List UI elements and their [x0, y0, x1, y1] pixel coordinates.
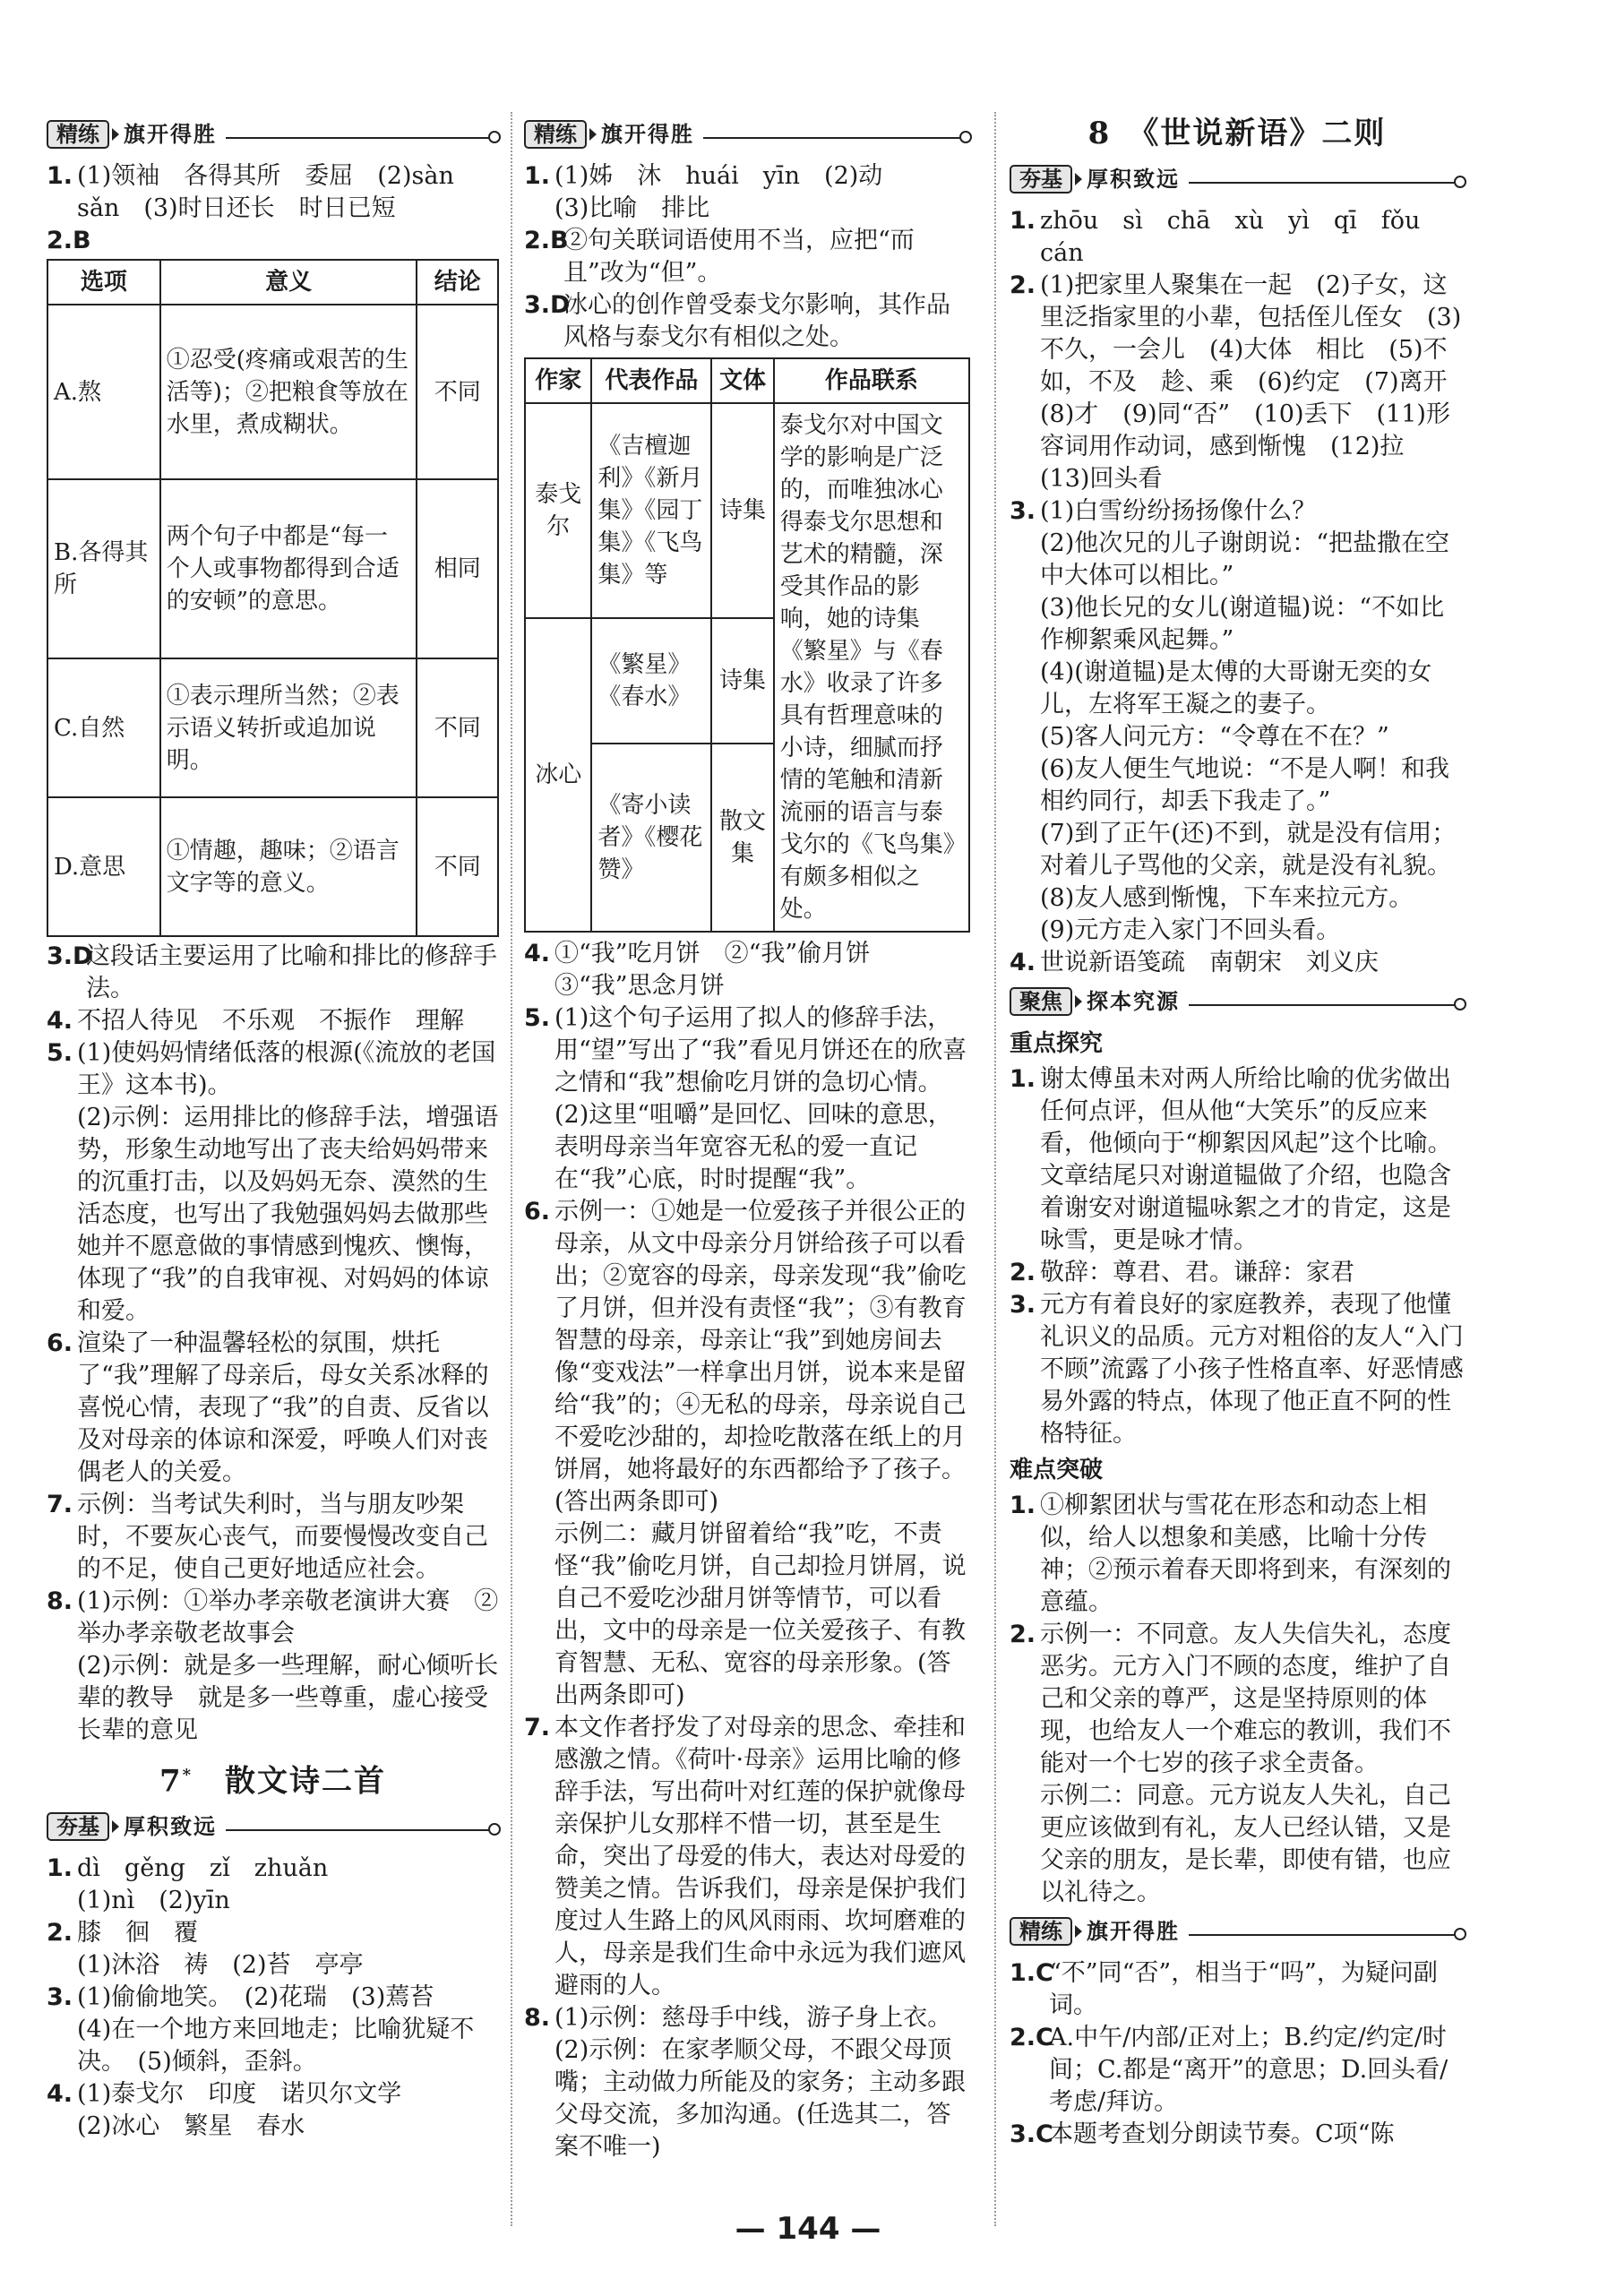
answer-text: (2)他次兄的儿子谢朗说：“把盐撒在空中大体可以相比。”: [1040, 529, 1450, 589]
table-cell: ①忍受(疼痛或艰苦的生活等)；②把粮食等放在水里，煮成糊状。: [160, 305, 417, 479]
section-bar-base: [47, 1808, 499, 1844]
table-header: 文体: [711, 358, 773, 403]
section-tag: 聚焦: [1010, 987, 1072, 1016]
answer-text: (1)泰戈尔 印度 诺贝尔文学: [77, 2080, 402, 2109]
item-number: 2.: [1010, 271, 1036, 299]
answer-text: (1)示例：①举办孝亲敬老演讲大赛 ②举办孝亲敬老故事会: [77, 1587, 499, 1647]
table-header: 意义: [160, 260, 417, 305]
item-number: 3.: [1010, 497, 1036, 525]
section-tag: 精练: [524, 120, 587, 149]
answer-text: 示例一：①她是一位爱孩子并很公正的母亲，从文中母亲分月饼给孩子可以看出；②宽容的母亲，母亲发现“我”偷吃了月饼，但并没有责怪“我”；③有教育智慧的母亲，母亲让“我”到她房间去像“变戏法”一样拿出月饼，说本来是留给“我”的；④无私的母亲，母亲说自己不爱吃沙甜的，却捡吃散落在纸上的月饼屑，她将最好的东西都给予了孩子。(答出两条即可): [554, 1198, 967, 1516]
answer-text: (6)友人便生气地说：“不是人啊！和我相约同行，却丢下我走了。”: [1040, 755, 1450, 815]
table-row: [47, 658, 498, 797]
answer-text: 这段话主要运用了比喻和排比的修辞手法。: [86, 942, 497, 1002]
answer-text: 冰心的创作曾受泰戈尔影响，其作品风格与泰戈尔有相似之处。: [563, 291, 950, 351]
answer-text: sǎn (3)时日还长 时日已短: [77, 194, 396, 222]
answer-item: [524, 225, 970, 289]
item-number: 3.C: [1010, 2120, 1053, 2148]
answer-text: dì gěng zǐ zhuǎn: [77, 1854, 329, 1883]
table-cell: B.各得其所: [47, 479, 160, 658]
answer-text: 示例：当考试失利时，当与朋友吵架时，不要灰心丧气，而要慢慢改变自己的不足，使自己更好地适应社会。: [77, 1491, 488, 1583]
item-number: 2.: [1010, 1259, 1036, 1286]
answer-text: (4)在一个地方来回地走；比喻犹疑不决。 (5)倾斜，歪斜。: [77, 2016, 475, 2077]
table-cell: ①表示理所当然；②表示语义转折或追加说明。: [160, 658, 417, 797]
answer-item: [1010, 1957, 1465, 2022]
section-tag: 夯基: [47, 1812, 109, 1841]
answer-text: (1)把家里人聚集在一起 (2)子女，这里泛指家里的小辈，包括侄儿侄女 (3)不久，一会儿 (4)大体 相比 (5)不如，不及 趁、乘 (6)约定 (7)离开 (8)才 (9)同“否” (10)丢下 (11)形容词用作动词，感到惭愧 (12)拉 (13)回头看: [1040, 271, 1472, 493]
answer-text: (5)客人问元方：“令尊在不在？”: [1040, 723, 1389, 751]
item-number: 6.: [47, 1329, 73, 1357]
answer-text: (2)示例：在家孝顺父母，不跟父母顶嘴；主动做力所能及的家务；主动多跟父母交流，多加沟通。(任选其二，答案不唯一): [554, 2036, 966, 2161]
arrow-icon: [589, 128, 597, 141]
section-tag: 精练: [47, 120, 109, 149]
table-cell: 泰戈尔: [525, 403, 591, 618]
table-cell: 泰戈尔对中国文学的影响是广泛的，而唯独冰心得泰戈尔思想和艺术的精髓，深受其作品的影响，她的诗集《繁星》与《春水》收录了许多具有哲理意味的小诗，细腻而抒情的笔触和清新流丽的语言与泰戈尔的《飞鸟集》有颇多相似之处。: [774, 403, 969, 932]
answer-item: [47, 941, 499, 1005]
answer-text: (2)示例：就是多一些理解，耐心倾听长辈的教导 就是多一些尊重，虚心接受长辈的意见: [77, 1652, 499, 1744]
item-number: 5.: [524, 1004, 551, 1032]
table-header: 代表作品: [591, 358, 711, 403]
answer-item: [47, 1328, 499, 1489]
table-cell: 《繁星》《春水》: [591, 618, 711, 744]
table-header: 结论: [417, 260, 498, 305]
answer-text: ①柳絮团状与雪花在形态和动态上相似，给人以想象和美感，比喻十分传神；②预示着春天即将到来，有深刻的意蕴。: [1040, 1492, 1451, 1616]
item-number: 1.: [524, 162, 551, 190]
lesson-title: [1010, 112, 1465, 155]
section-tag: 夯基: [1010, 165, 1072, 193]
section-bar-practice: [1010, 1913, 1465, 1948]
section-subtitle: 旗开得胜: [1087, 1919, 1180, 1944]
item-number: 1.: [1010, 1492, 1036, 1519]
section-bar-focus: [1010, 983, 1465, 1019]
table-cell: 两个句子中都是“每一个人或事物都得到合适的安顿”的意思。: [160, 479, 417, 658]
answer-text: 示例一：不同意。友人失信失礼，态度恶劣。元方入门不顾的态度，维护了自己和父亲的尊严，这是坚持原则的体现，也给友人一个难忘的教训，我们不能对一个七岁的孩子求全责备。: [1040, 1621, 1451, 1777]
answer-item: [1010, 1490, 1465, 1619]
item-number: 1.: [47, 162, 73, 190]
subheading: 重点探究: [1010, 1030, 1104, 1057]
answer-item: [47, 160, 499, 225]
answer-text: cán: [1040, 239, 1084, 267]
item-number: 5.: [47, 1039, 73, 1067]
answer-item: [47, 1037, 499, 1328]
section-subtitle: 旗开得胜: [601, 122, 694, 147]
table-row: [525, 403, 969, 618]
arrow-icon: [1075, 173, 1082, 185]
table-cell: 诗集: [711, 403, 773, 618]
answer-text: 谢太傅虽未对两人所给比喻的优劣做出任何点评，但从他“大笑乐”的反应来看，他倾向于“柳絮因风起”这个比喻。文章结尾只对谢道韫做了介绍，也隐含着谢安对谢道韫咏絮之才的肯定，这是咏雪，更是咏才情。: [1040, 1065, 1452, 1254]
answer-text: 元方有着良好的家庭教养，表现了他懂礼识义的品质。元方对粗俗的友人“入门不顾”流露了小孩子性格直率、好恶情感易外露的特点，体现了他正直不阿的性格特征。: [1040, 1291, 1464, 1448]
answer-text: zhōu sì chā xù yì qī fǒu: [1040, 207, 1421, 235]
lesson-name: 《世说新语》二则: [1143, 116, 1387, 151]
answer-item: [524, 289, 970, 354]
table-cell: 相同: [417, 479, 498, 658]
answer-item: [1010, 947, 1465, 979]
item-number: 1.: [1010, 207, 1036, 235]
answer-item: [1010, 205, 1465, 270]
answer-text: (3)他长兄的女儿(谢道韫)说：“不如比作柳絮乘风起舞。”: [1040, 594, 1445, 654]
table-cell: C.自然: [47, 658, 160, 797]
table-row: [47, 479, 498, 658]
answer-text: (1)nì (2)yīn: [77, 1887, 230, 1915]
table-cell: 冰心: [525, 618, 591, 932]
item-number: 4.: [1010, 949, 1036, 976]
answer-text: (2)这里“咀嚼”是回忆、回味的意思，表明母亲当年宽容无私的爱一直记在“我”心底，时时提醒“我”。: [554, 1101, 952, 1193]
answer-text: 示例二：藏月饼留着给“我”吃，不责怪“我”偷吃月饼，自己却捡月饼屑，说自己不爱吃沙甜月饼等情节，可以看出，文中的母亲是一位关爱孩子、有教育智慧、无私、宽容的母亲形象。(答出两条即可): [554, 1520, 967, 1709]
item-number: 2.: [1010, 1621, 1036, 1648]
answer-text: (1)白雪纷纷扬扬像什么？: [1040, 497, 1317, 525]
answer-item: [524, 1196, 970, 1712]
answer-item: [524, 938, 970, 1002]
column-2: [524, 112, 970, 2163]
answer-item: [1010, 1063, 1465, 1257]
answer-text: 膝 徊 覆: [77, 1919, 198, 1948]
table-cell: 不同: [417, 658, 498, 797]
item-number: 6.: [524, 1198, 551, 1225]
answer-item: [524, 1712, 970, 2002]
item-number: 4.: [524, 940, 551, 967]
answer-item: [1010, 1289, 1465, 1450]
answer-table: [47, 259, 499, 937]
answer-text: (1)使妈妈情绪低落的根源(《流放的老国王》这本书)。: [77, 1039, 496, 1099]
item-number: 8.: [47, 1587, 73, 1615]
table-cell: ①情趣，趣味；②语言文字等的意义。: [160, 797, 417, 936]
item-number: 8.: [524, 2004, 551, 2032]
table-header: 作家: [525, 358, 591, 403]
answer-item: [1010, 2022, 1465, 2119]
answer-item: [47, 1005, 499, 1037]
column-1: [47, 112, 499, 2143]
answer-item: [1010, 1257, 1465, 1289]
answer-item: [1010, 495, 1465, 947]
answer-item: [47, 1917, 499, 1982]
answer-text: ①“我”吃月饼 ②“我”偷月饼 ③“我”思念月饼: [554, 940, 895, 1000]
arrow-icon: [112, 1820, 119, 1833]
answer-text: ②句关联词语使用不当，应把“而且”改为“但”。: [563, 227, 915, 287]
section-subtitle: 厚积致远: [124, 1814, 217, 1840]
answer-text: (9)元方走入家门不回头看。: [1040, 916, 1341, 944]
table-header: 作品联系: [774, 358, 969, 403]
table-row: [47, 305, 498, 479]
item-number: 3.D: [47, 942, 93, 970]
section-bar-practice: [524, 116, 970, 151]
answer-item: [47, 1586, 499, 1747]
item-number: 3.: [1010, 1291, 1036, 1319]
lesson-title: [47, 1754, 499, 1802]
table-cell: A.熬: [47, 305, 160, 479]
table-cell: 不同: [417, 797, 498, 936]
item-number: 2.B: [524, 227, 569, 254]
section-subtitle: 探本究源: [1087, 989, 1180, 1014]
item-number: 1.: [1010, 1065, 1036, 1093]
section-bar-practice: [47, 116, 499, 151]
answer-text: 示例二：同意。元方说友人失礼，自己更应该做到有礼，友人已经认错，又是父亲的朋友，是长辈，即使有错，也应以礼待之。: [1040, 1782, 1451, 1906]
table-cell: D.意思: [47, 797, 160, 936]
item-number: 1.C: [1010, 1959, 1053, 1987]
column-divider: [511, 112, 512, 2226]
answer-item: [524, 2002, 970, 2163]
table-cell: 《吉檀迦利》《新月集》《园丁集》《飞鸟集》等: [591, 403, 711, 618]
lesson-number: 7: [159, 1763, 183, 1800]
section-subtitle: 厚积致远: [1087, 167, 1180, 192]
column-divider: [994, 112, 996, 2226]
answer-text: (8)友人感到惭愧，下车来拉元方。: [1040, 884, 1414, 912]
answer-text: 不招人待见 不乐观 不振作 理解: [77, 1007, 464, 1035]
section-tag: 精练: [1010, 1917, 1072, 1946]
lesson-mark: *: [182, 1766, 193, 1784]
answer-text: 世说新语笺疏 南朝宋 刘义庆: [1040, 949, 1379, 976]
answer-item: [47, 1489, 499, 1586]
answer-text: (1)示例：慈母手中线，游子身上衣。: [554, 2004, 952, 2032]
table-cell: 诗集: [711, 618, 773, 744]
item-number: 4.: [47, 1007, 73, 1035]
item-number: 1.: [47, 1854, 73, 1883]
item-number: 7.: [47, 1491, 73, 1518]
item-number: 4.: [47, 2080, 73, 2109]
answer-item: [524, 1002, 970, 1196]
lesson-number: 8: [1087, 116, 1112, 151]
answer-item: [47, 1982, 499, 2078]
answer-text: “不”同“否”，相当于“吗”，为疑问副词。: [1049, 1959, 1438, 2019]
section-bar-base: [1010, 160, 1465, 196]
arrow-icon: [1075, 1925, 1082, 1938]
answer-text: (3)比喻 排比: [554, 194, 710, 222]
answer-item: [47, 225, 499, 257]
answer-text: (2)冰心 繁星 春水: [77, 2112, 305, 2141]
answer-item: [524, 160, 970, 225]
answer-item: [1010, 270, 1472, 495]
column-3: [1010, 112, 1472, 2151]
answer-text: (1)沐浴 祷 (2)苔 亭亭: [77, 1951, 364, 1980]
answer-text: (7)到了正午(还)不到，就是没有信用；对着儿子骂他的父亲，就是没有礼貌。: [1040, 820, 1457, 880]
table-header: 选项: [47, 260, 160, 305]
item-number: 2.C: [1010, 2024, 1053, 2051]
item-number: 7.: [524, 1714, 551, 1741]
answer-item: [1010, 2119, 1465, 2151]
arrow-icon: [112, 128, 119, 141]
table-cell: 散文集: [711, 744, 773, 932]
answer-text: 敬辞：尊君、君。谦辞：家君: [1040, 1259, 1354, 1286]
answer-item: [1010, 1619, 1465, 1909]
item-number: 2.B: [47, 227, 91, 254]
answer-text: (4)(谢道韫)是太傅的大哥谢无奕的女儿，左将军王凝之的妻子。: [1040, 658, 1432, 718]
answer-text: (1)偷偷地笑。 (2)花瑞 (3)蔫苔: [77, 1983, 434, 2012]
answer-text: (1)姊 沐 huái yīn (2)动: [554, 162, 883, 190]
answer-text: (1)领袖 各得其所 委屈 (2)sàn: [77, 162, 454, 190]
item-number: 3.D: [524, 291, 571, 319]
section-subtitle: 旗开得胜: [124, 122, 217, 147]
item-number: 3.: [47, 1983, 73, 2012]
answer-text: 本文作者抒发了对母亲的思念、牵挂和感激之情。《荷叶·母亲》运用比喻的修辞手法，写出荷叶对红莲的保护就像母亲保护儿女那样不惜一切，甚至是生命，突出了母爱的伟大，表达对母爱的赞美之情。告诉我们，母亲是保护我们度过人生路上的风风雨雨、坎坷磨难的人，母亲是我们生命中永远为我们遮风避雨的人。: [554, 1714, 966, 1999]
item-number: 2.: [47, 1919, 73, 1948]
table-cell: 不同: [417, 305, 498, 479]
answer-text: 本题考查划分朗读节奏。C项“陈: [1049, 2120, 1395, 2148]
page-number: — 144 —: [735, 2211, 881, 2247]
subheading: 难点突破: [1010, 1457, 1104, 1483]
table-cell: 《寄小读者》《樱花赞》: [591, 744, 711, 932]
answer-text: (2)示例：运用排比的修辞手法，增强语势，形象生动地写出了丧夫给妈妈带来的沉重打击，以及妈妈无奈、漠然的生活态度，也写出了我勉强妈妈去做那些她并不愿意做的事情感到愧疚、懊悔，体现了“我”的自我审视、对妈妈的体谅和爱。: [77, 1104, 499, 1325]
lesson-name: 散文诗二首: [225, 1763, 387, 1800]
answer-text: A.中午/内部/正对上；B.约定/约定/时间；C.都是“离开”的意思；D.回头看/考虑/拜访。: [1049, 2024, 1448, 2116]
comparison-table: [524, 357, 970, 933]
answer-text: (1)这个句子运用了拟人的修辞手法，用“望”写出了“我”看见月饼还在的欣喜之情和“我”想偷吃月饼的急切心情。: [554, 1004, 967, 1096]
table-row: [47, 797, 498, 936]
answer-item: [47, 2078, 499, 2143]
answer-text: 渲染了一种温馨轻松的氛围，烘托了“我”理解了母亲后，母女关系冰释的喜悦心情，表现了“我”的自责、反省以及对母亲的体谅和深爱，呼唤人们对丧偶老人的关爱。: [77, 1329, 489, 1486]
answer-item: [47, 1853, 499, 1917]
arrow-icon: [1075, 995, 1082, 1008]
